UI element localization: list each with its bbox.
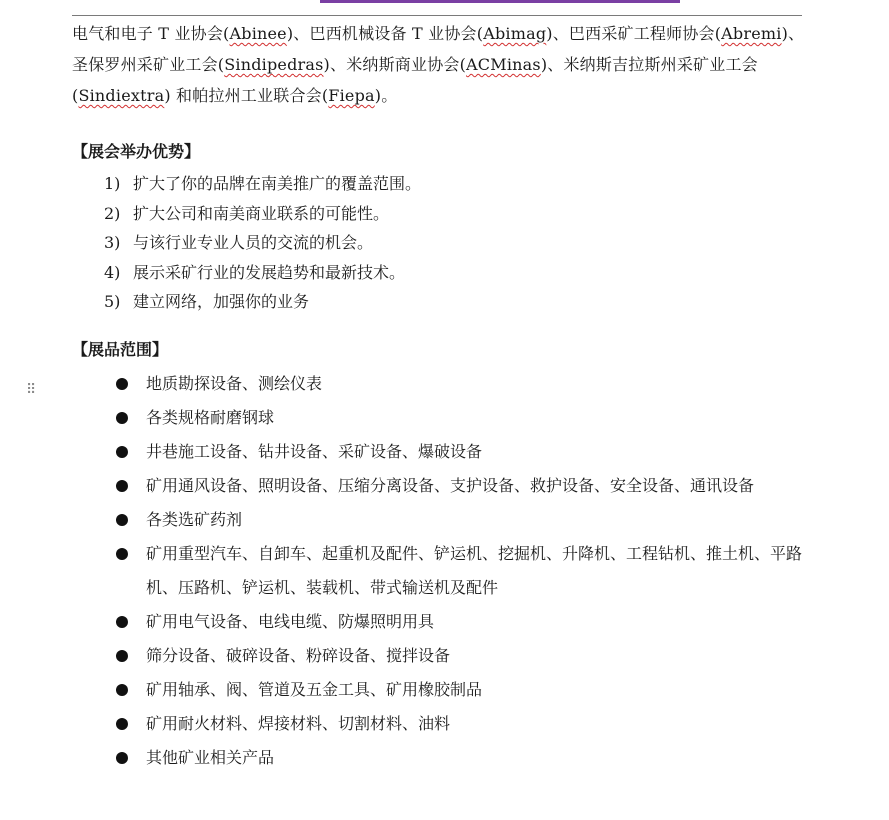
item-text: 各类选矿药剂 — [146, 510, 243, 529]
list-item — [112, 741, 807, 775]
bullet-icon — [116, 378, 128, 390]
top-accent-bar — [320, 0, 680, 3]
spellcheck-word[interactable]: Abimag — [483, 24, 547, 43]
list-item — [104, 287, 421, 317]
spellcheck-word[interactable]: Abremi — [721, 24, 782, 43]
document-body — [72, 18, 807, 767]
products-list — [112, 367, 807, 775]
item-text: 扩大公司和南美商业联系的可能性。 — [133, 203, 390, 223]
spellcheck-word[interactable]: Fiepa — [328, 86, 375, 105]
item-text: 筛分设备、破碎设备、粉碎设备、搅拌设备 — [146, 646, 451, 665]
item-number: 3) — [104, 233, 121, 252]
list-item — [112, 605, 807, 639]
list-item — [112, 639, 807, 673]
item-text: 展示采矿行业的发展趋势和最新技术。 — [133, 262, 406, 282]
intro-text: ) 和帕拉州工业联合会( — [164, 86, 329, 105]
products-heading: 【展品范围】 — [72, 340, 169, 359]
intro-text: )。 — [374, 86, 398, 105]
item-text: 与该行业专业人员的交流的机会。 — [133, 233, 374, 252]
bullet-icon — [116, 616, 128, 628]
list-item — [112, 435, 807, 469]
item-text: 矿用电气设备、电线电缆、防爆照明用具 — [146, 612, 435, 631]
intro-text: 电气和电子 T 业协会( — [72, 24, 230, 43]
list-item — [112, 673, 807, 707]
intro-text: )、巴西采矿工程师协会( — [546, 24, 722, 43]
list-item — [112, 537, 807, 605]
intro-text: )、米纳斯商业协会( — [323, 55, 467, 74]
bullet-icon — [116, 752, 128, 764]
intro-paragraph — [72, 18, 807, 111]
advantages-heading: 【展会举办优势】 — [72, 142, 201, 161]
list-item — [112, 367, 807, 401]
list-item — [104, 228, 421, 258]
item-text: 地质勘探设备、测绘仪表 — [146, 374, 323, 393]
drag-handle-icon[interactable]: ⠿ — [26, 382, 37, 398]
item-text: 矿用通风设备、照明设备、压缩分离设备、支护设备、救护设备、安全设备、通讯设备 — [146, 476, 755, 495]
item-text: 矿用轴承、阀、管道及五金工具、矿用橡胶制品 — [146, 680, 483, 699]
item-text: 扩大了你的品牌在南美推广的覆盖范围。 — [133, 174, 422, 193]
spellcheck-word[interactable]: Sindiextra — [78, 86, 165, 105]
item-text: 各类规格耐磨钢球 — [146, 408, 275, 427]
header-rule — [72, 15, 802, 16]
list-item — [104, 169, 421, 199]
item-text: 建立网络，加强你的业务 — [133, 292, 310, 311]
bullet-icon — [116, 684, 128, 696]
list-item — [112, 469, 807, 503]
intro-text: )、米纳斯吉拉斯州采矿业工会( — [72, 55, 758, 105]
item-number: 5) — [104, 292, 121, 311]
spellcheck-word[interactable]: ACMinas — [466, 55, 541, 74]
intro-text: )、圣保罗州采矿业工会( — [72, 24, 805, 74]
list-item — [104, 199, 421, 229]
bullet-icon — [116, 480, 128, 492]
bullet-icon — [116, 548, 128, 560]
bullet-icon — [116, 650, 128, 662]
list-item — [104, 258, 421, 288]
item-number: 4) — [104, 262, 121, 282]
item-number: 1) — [104, 174, 121, 193]
bullet-icon — [116, 446, 128, 458]
list-item — [112, 707, 807, 741]
spellcheck-word[interactable]: Sindipedras — [224, 55, 324, 74]
item-text: 矿用耐火材料、焊接材料、切割材料、油料 — [146, 714, 451, 733]
bullet-icon — [116, 718, 128, 730]
intro-text: )、巴西机械设备 T 业协会( — [286, 24, 484, 43]
item-text: 井巷施工设备、钻井设备、采矿设备、爆破设备 — [146, 442, 483, 461]
list-item — [112, 503, 807, 537]
bullet-icon — [116, 412, 128, 424]
item-text: 其他矿业相关产品 — [146, 748, 275, 767]
item-text: 矿用重型汽车、自卸车、起重机及配件、铲运机、挖掘机、升降机、工程钻机、推土机、平路机、压路机、铲运机、装载机、带式输送机及配件 — [146, 544, 803, 597]
advantages-list — [104, 169, 421, 317]
spellcheck-word[interactable]: Abinee — [229, 24, 287, 43]
item-number: 2) — [104, 203, 121, 223]
bullet-icon — [116, 514, 128, 526]
list-item — [112, 401, 807, 435]
